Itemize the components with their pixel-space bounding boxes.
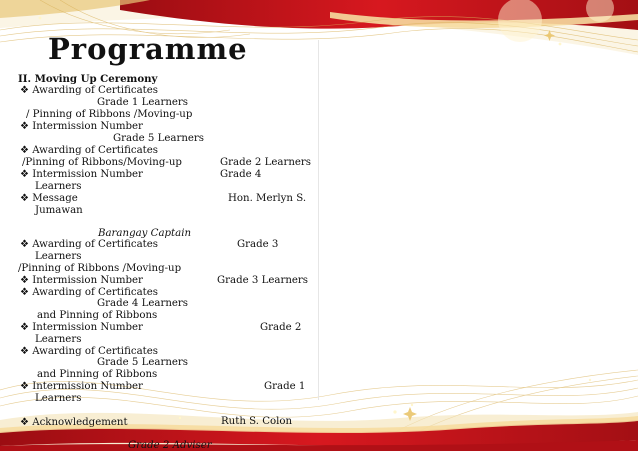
list-item-grade: Grade 3 Learners [217, 275, 309, 286]
bullet-icon: ❖ [20, 239, 29, 250]
list-item: ❖ Message [20, 193, 78, 204]
list-item-grade: Grade 4 Learners [97, 298, 189, 309]
list-item: ❖ Intermission Number [20, 169, 143, 180]
bullet-icon: ❖ [20, 275, 29, 286]
list-item: ❖ Intermission Number [20, 275, 143, 286]
page-title: Programme [48, 32, 248, 66]
list-item-grade: Grade 2 Learners [220, 157, 312, 168]
list-item: ❖ Awarding of Certificates [20, 85, 158, 96]
list-item: Learners [35, 251, 82, 262]
list-item-grade: Grade 5 Learners [113, 133, 205, 144]
list-item: ❖ Intermission Number [20, 322, 143, 333]
list-item-grade: Grade 1 [264, 381, 306, 392]
bullet-icon: ❖ [20, 85, 29, 96]
list-item-grade: Grade 1 Learners [97, 97, 189, 108]
list-item: and Pinning of Ribbons [37, 369, 158, 380]
bullet-icon: ❖ [20, 346, 29, 357]
speaker-title: Barangay Captain [98, 228, 192, 239]
list-item: ❖ Awarding of Certificates [20, 239, 158, 250]
bullet-icon: ❖ [20, 287, 29, 298]
bullet-icon: ❖ [20, 145, 29, 156]
list-item: Learners [35, 181, 82, 192]
list-item: /Pinning of Ribbons/Moving-up [22, 157, 182, 168]
list-item: ❖ Intermission Number [20, 121, 143, 132]
speaker-title: Grade 2 Adviser [128, 440, 212, 451]
speaker-name-cont: Jumawan [35, 205, 83, 216]
bullet-icon: ❖ [20, 322, 29, 333]
list-item: Learners [35, 393, 82, 404]
page-divider [318, 40, 319, 400]
bullet-icon: ❖ [20, 121, 29, 132]
list-item: / Pinning of Ribbons /Moving-up [26, 109, 193, 120]
list-item: and Pinning of Ribbons [37, 310, 158, 321]
bullet-icon: ❖ [20, 417, 29, 428]
speaker-name: Hon. Merlyn S. [228, 193, 307, 204]
list-item-grade: Grade 4 [220, 169, 262, 180]
bullet-icon: ❖ [20, 381, 29, 392]
list-item: /Pinning of Ribbons /Moving-up [18, 263, 182, 274]
list-item: Learners [35, 334, 82, 345]
list-item-grade: Grade 2 [260, 322, 302, 333]
list-item: ❖ Awarding of Certificates [20, 346, 158, 357]
list-item: ❖ Acknowledgement [20, 417, 128, 428]
list-item: ❖ Awarding of Certificates [20, 145, 158, 156]
list-item-grade: Grade 5 Learners [97, 357, 189, 368]
speaker-name: Ruth S. Colon [221, 416, 293, 427]
bullet-icon: ❖ [20, 193, 29, 204]
list-item-grade: Grade 3 [237, 239, 279, 250]
list-item: ❖ Awarding of Certificates [20, 287, 158, 298]
list-item: ❖ Intermission Number [20, 381, 143, 392]
bullet-icon: ❖ [20, 169, 29, 180]
section-heading: II. Moving Up Ceremony [18, 73, 158, 85]
